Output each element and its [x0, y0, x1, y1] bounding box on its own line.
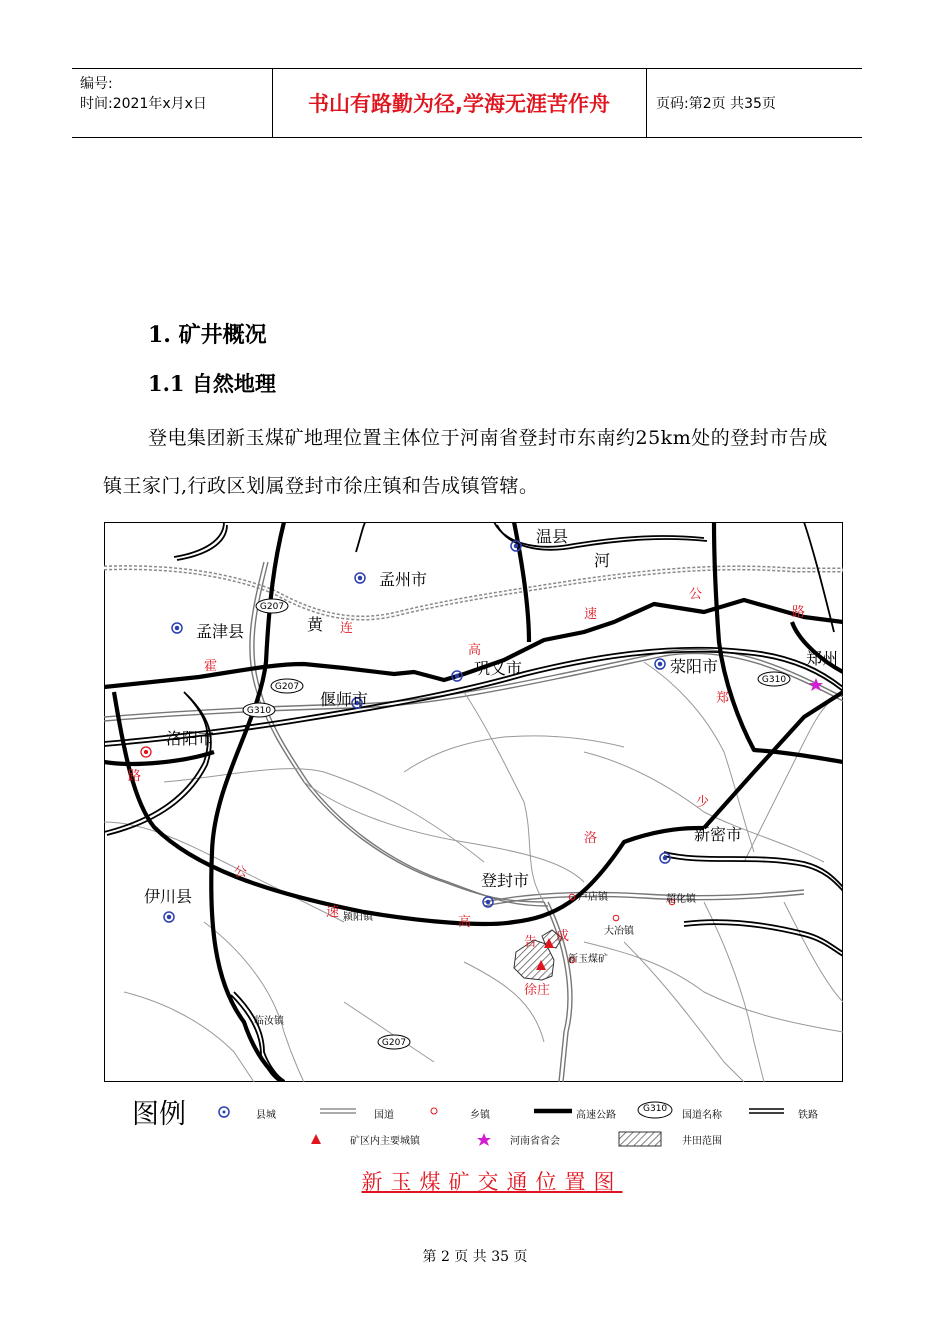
- river-label: 河: [594, 551, 611, 570]
- main-town-icon: [311, 1134, 321, 1144]
- figure-caption: 新玉煤矿交通位置图: [361, 1170, 623, 1194]
- town-label: 超化镇: [666, 894, 696, 905]
- document-time: 时间:2021年x月x日: [80, 96, 207, 112]
- traffic-location-map: [104, 522, 843, 1082]
- road-label: G310: [246, 706, 272, 716]
- city-label-mengjin: 孟津县: [196, 622, 245, 641]
- mine-label: 新玉煤矿: [568, 954, 608, 965]
- highway-char: 路: [128, 769, 142, 784]
- highway-char: 郑: [716, 691, 730, 706]
- city-label-yichuan: 伊川县: [144, 887, 193, 906]
- body-paragraph: 登电集团新玉煤矿地理位置主体位于河南省登封市东南约25km处的登封市告成镇王家门,行政区划属登封市徐庄镇和告成镇管辖。: [103, 427, 828, 497]
- city-label-wenxian: 温县: [536, 527, 569, 546]
- road-label: G310: [761, 675, 787, 685]
- road-label: G207: [381, 1038, 407, 1048]
- city-label-luoyang: 洛阳市: [166, 729, 215, 748]
- legend-county: 县城: [256, 1110, 276, 1121]
- legend-field: 井田范围: [682, 1136, 722, 1147]
- heading-mine-overview: 1. 矿井概况: [148, 322, 267, 348]
- legend-road-badge: G310: [643, 1104, 668, 1114]
- city-label-zhengzhou: 郑州: [806, 649, 839, 668]
- town-label: 大冶镇: [604, 926, 634, 937]
- town-label: 卢店镇: [578, 892, 608, 903]
- town-label: 颍阳镇: [343, 912, 373, 923]
- highway-char: 公: [234, 865, 248, 880]
- highway-char: 速: [584, 607, 598, 622]
- highway-char: 高: [468, 643, 482, 658]
- heading-natural-geography: 1.1 自然地理: [148, 371, 276, 396]
- legend-symbols: [104, 1088, 843, 1160]
- city-label-xinmi: 新密市: [694, 825, 743, 844]
- legend-title: 图例: [132, 1099, 186, 1130]
- highway-char: 路: [792, 605, 806, 620]
- road-label: G207: [259, 602, 285, 612]
- highway-char: 连: [340, 621, 354, 636]
- town-label-gao: 告: [524, 935, 538, 950]
- legend-expressway: 高速公路: [576, 1110, 616, 1121]
- legend-railway: 铁路: [798, 1110, 818, 1121]
- city-label-yanshi: 偃师市: [320, 690, 369, 709]
- header-page-info: 页码:第2页 共35页: [656, 96, 776, 112]
- town-label-cheng: 成: [556, 929, 570, 944]
- highway-char: 霍: [204, 659, 218, 674]
- highway-char: 洛: [584, 831, 598, 846]
- highway-char: 少: [696, 795, 710, 810]
- city-label-xingyang: 荥阳市: [670, 657, 719, 676]
- legend-road-name: 国道名称: [682, 1110, 722, 1121]
- legend-capital: 河南省省会: [510, 1136, 560, 1147]
- city-label-dengfeng: 登封市: [481, 871, 530, 890]
- capital-icon: [477, 1133, 491, 1146]
- page-header: [72, 68, 862, 138]
- field-icon: [619, 1132, 661, 1146]
- city-label-mengzhou: 孟州市: [379, 570, 428, 589]
- legend-main-town: 矿区内主要城镇: [350, 1136, 420, 1147]
- town-label: 临汝镇: [254, 1016, 284, 1027]
- highway-char: 公: [689, 587, 703, 602]
- road-label: G207: [274, 682, 300, 692]
- city-label-gongyi: 巩义市: [474, 659, 523, 678]
- highway-char: 高: [458, 915, 472, 930]
- highway-char: 速: [326, 905, 340, 920]
- page-footer: 第 2 页 共 35 页: [422, 1249, 528, 1265]
- document-number: 编号:: [80, 76, 113, 92]
- town-icon: [431, 1108, 437, 1114]
- legend-town: 乡镇: [470, 1110, 490, 1121]
- legend-national-road: 国道: [374, 1110, 394, 1121]
- header-meta: [72, 69, 273, 137]
- map-legend: [104, 1088, 843, 1160]
- header-motto: 书山有路勤为径,学海无涯苦作舟: [272, 69, 647, 137]
- town-label-xuzhuang: 徐庄: [524, 983, 551, 998]
- river-label: 黄: [307, 615, 324, 634]
